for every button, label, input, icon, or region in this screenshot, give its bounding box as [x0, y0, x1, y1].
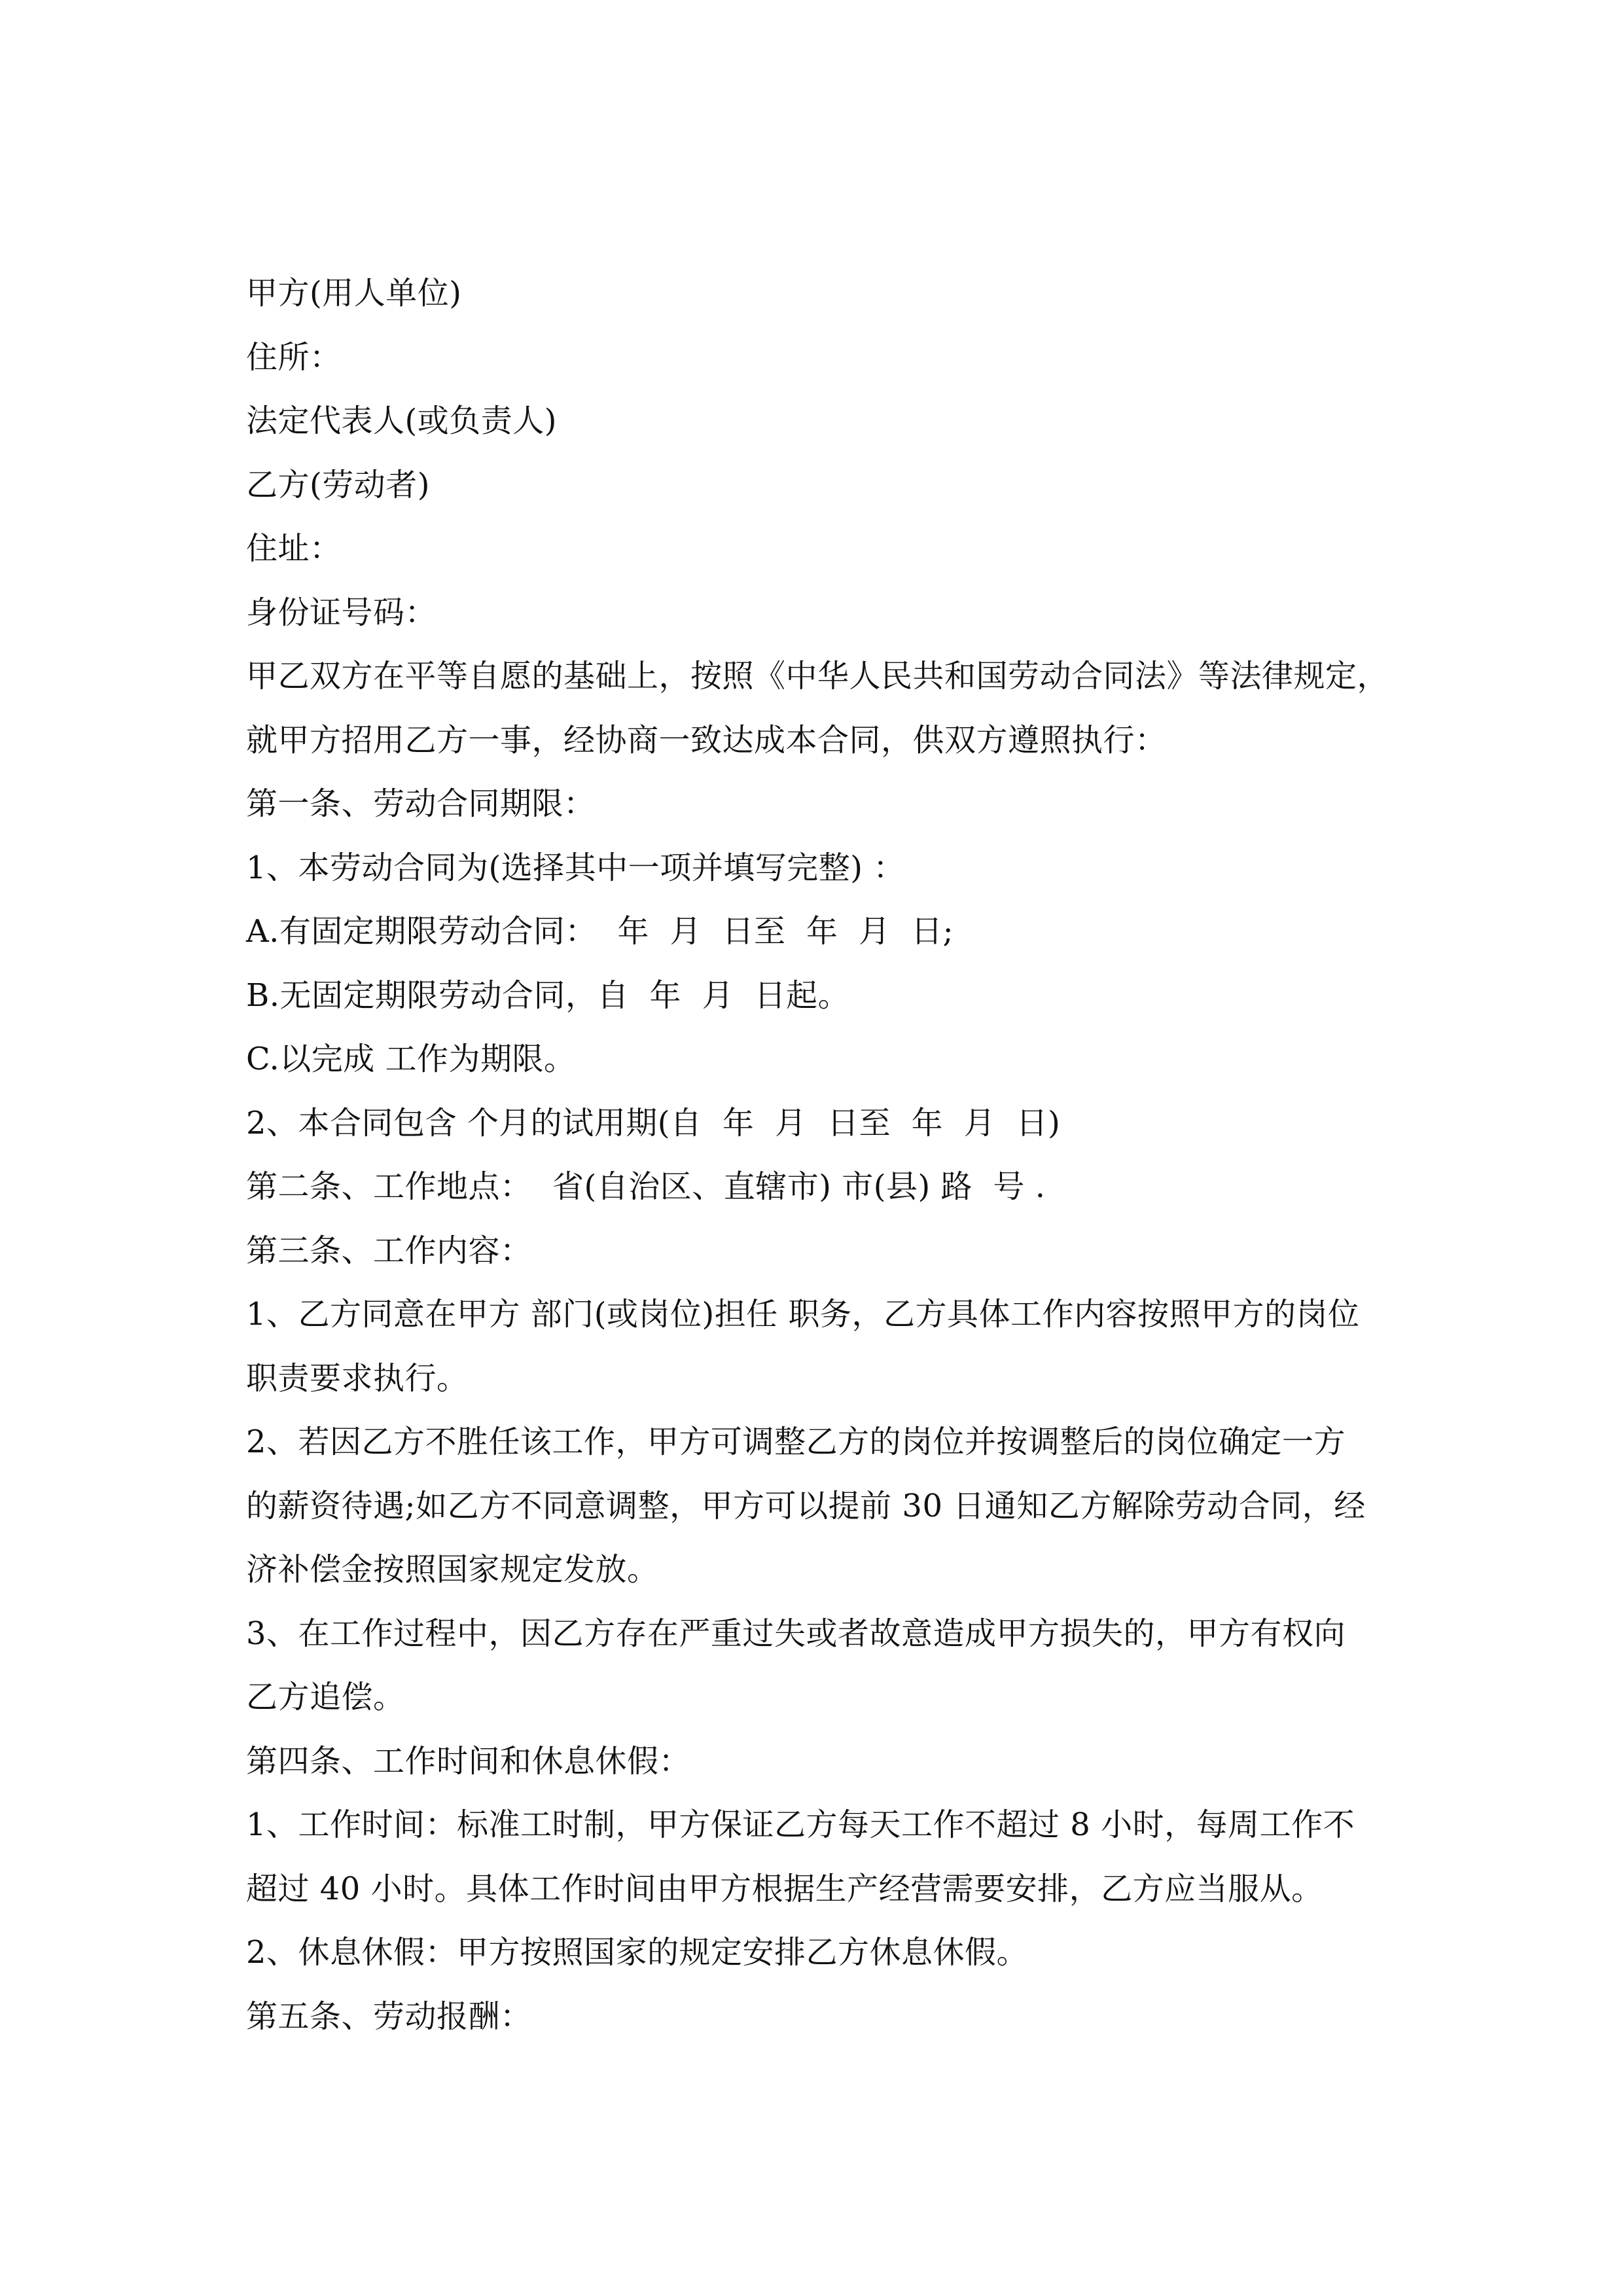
- text-line: A.有固定期限劳动合同： 年 月 日至 年 月 日;: [246, 913, 954, 950]
- text-line: 济补偿金按照国家规定发放。: [246, 1551, 659, 1588]
- text-line: 3、在工作过程中，因乙方存在严重过失或者故意造成甲方损失的，甲方有权向: [246, 1615, 1346, 1652]
- section-heading: 第一条、劳动合同期限：: [246, 785, 596, 822]
- text-line: 超过 40 小时。具体工作时间由甲方根据生产经营需要安排，乙方应当服从。: [246, 1870, 1323, 1907]
- text-line: 2、若因乙方不胜任该工作，甲方可调整乙方的岗位并按调整后的岗位确定一方: [246, 1424, 1346, 1460]
- text-line: 乙方追偿。: [246, 1679, 405, 1715]
- text-line: 住所：: [246, 338, 342, 376]
- section-heading: 第五条、劳动报酬：: [246, 1998, 532, 2035]
- section-heading: 第三条、工作内容：: [246, 1232, 532, 1269]
- contract-text: [246, 262, 1389, 2049]
- text-line: 1、本劳动合同为(选择其中一项并填写完整) ：: [246, 849, 905, 886]
- section-heading: 第四条、工作时间和休息休假：: [246, 1742, 691, 1780]
- text-line: B.无固定期限劳动合同，自 年 月 日起。: [246, 977, 850, 1014]
- text-line: 就甲方招用乙方一事，经协商一致达成本合同，供双方遵照执行：: [246, 721, 1167, 759]
- text-line: 法定代表人(或负责人): [246, 403, 557, 439]
- text-line: C.以完成 工作为期限。: [246, 1041, 576, 1077]
- section-heading: 第二条、工作地点： 省(自治区、直辖市) 市(县) 路 号 .: [246, 1168, 1046, 1205]
- text-line: 1、工作时间：标准工时制，甲方保证乙方每天工作不超过 8 小时，每周工作不: [246, 1806, 1355, 1843]
- text-line: 甲方(用人单位): [246, 275, 462, 312]
- text-line: 甲乙双方在平等自愿的基础上，按照《中华人民共和国劳动合同法》等法律规定，: [246, 658, 1389, 694]
- text-line: 1、乙方同意在甲方 部门(或岗位)担任 职务，乙方具体工作内容按照甲方的岗位: [246, 1296, 1360, 1333]
- text-line: 身份证号码：: [246, 594, 437, 631]
- text-line: 职责要求执行。: [246, 1359, 469, 1397]
- text-line: 的薪资待遇;如乙方不同意调整，甲方可以提前 30 日通知乙方解除劳动合同，经: [246, 1487, 1366, 1524]
- text-line: 住址：: [246, 530, 342, 567]
- text-line: 乙方(劳动者): [246, 466, 430, 503]
- text-line: 2、休息休假：甲方按照国家的规定安排乙方休息休假。: [246, 1934, 1029, 1971]
- text-line: 2、本合同包含 个月的试用期(自 年 月 日至 年 月 日): [246, 1104, 1061, 1141]
